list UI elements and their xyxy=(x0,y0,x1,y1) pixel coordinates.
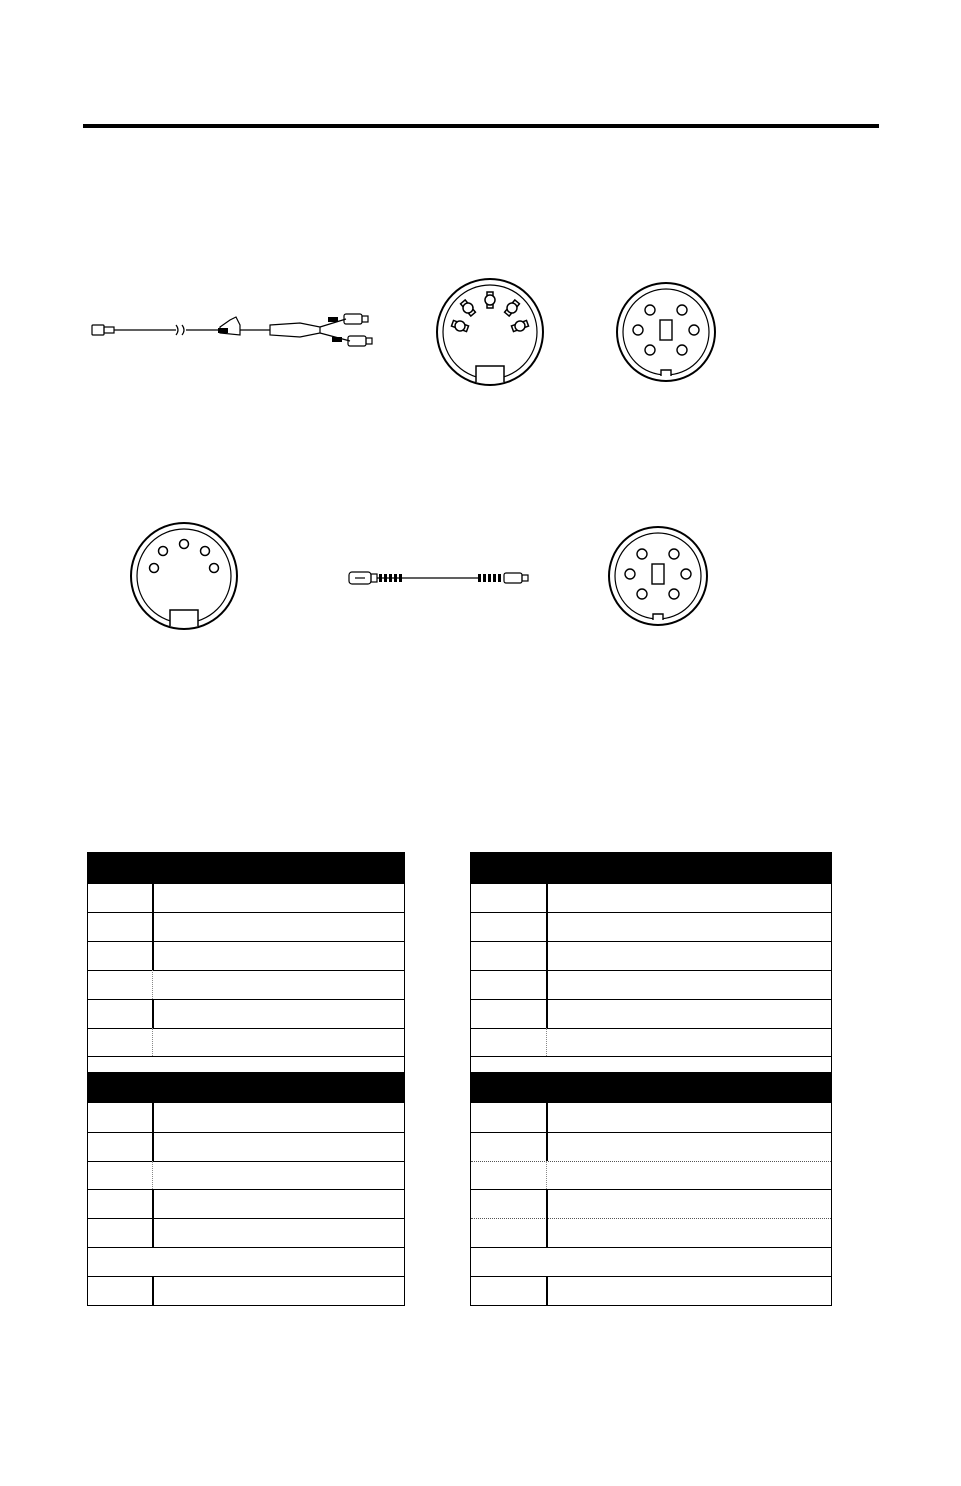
row-divider xyxy=(471,1132,831,1133)
column-divider xyxy=(546,1276,548,1305)
column-divider xyxy=(546,970,548,999)
row-divider xyxy=(471,912,831,913)
row-divider xyxy=(88,912,404,913)
column-divider xyxy=(546,1189,548,1247)
pinout-table-right xyxy=(470,852,832,1306)
row-divider xyxy=(471,941,831,942)
y-splitter-cable-figure xyxy=(88,305,378,355)
din5-connector-figure xyxy=(434,276,546,388)
row-divider xyxy=(471,1189,831,1190)
header-rule xyxy=(83,124,879,128)
row-divider xyxy=(471,1028,831,1029)
table-header xyxy=(88,853,404,884)
column-divider xyxy=(546,1028,547,1056)
row-divider xyxy=(88,1247,404,1248)
column-divider xyxy=(152,912,154,970)
row-divider xyxy=(88,1218,404,1219)
row-divider xyxy=(471,1218,831,1219)
row-divider xyxy=(88,941,404,942)
column-divider xyxy=(546,884,548,912)
row-divider xyxy=(88,1189,404,1190)
column-divider xyxy=(546,912,548,970)
mini-din6-connector-figure xyxy=(614,280,718,384)
row-divider xyxy=(471,1056,831,1057)
row-divider xyxy=(471,1247,831,1248)
row-divider xyxy=(88,1056,404,1057)
row-divider xyxy=(88,1161,404,1162)
column-divider xyxy=(152,1189,154,1247)
column-divider xyxy=(546,1161,547,1189)
row-divider xyxy=(471,970,831,971)
column-divider xyxy=(546,999,548,1028)
column-divider xyxy=(152,884,154,912)
row-divider xyxy=(88,1028,404,1029)
row-divider xyxy=(471,999,831,1000)
row-divider xyxy=(88,1132,404,1133)
table-header xyxy=(471,853,831,884)
row-divider xyxy=(471,1161,831,1162)
column-divider xyxy=(546,1103,548,1161)
table-section-header xyxy=(471,1072,831,1103)
mini-din-cable-figure xyxy=(346,566,532,590)
pinout-table-left xyxy=(87,852,405,1306)
column-divider xyxy=(152,1161,153,1189)
row-divider xyxy=(88,1276,404,1277)
row-divider xyxy=(88,970,404,971)
mini-din6-connector-second-figure xyxy=(606,524,710,628)
column-divider xyxy=(152,999,154,1028)
column-divider xyxy=(152,970,153,999)
column-divider xyxy=(152,1028,153,1056)
table-section-header xyxy=(88,1072,404,1103)
din5-connector-plain-figure xyxy=(128,520,240,632)
column-divider xyxy=(152,1276,154,1305)
column-divider xyxy=(152,1103,154,1161)
row-divider xyxy=(88,999,404,1000)
row-divider xyxy=(471,1276,831,1277)
